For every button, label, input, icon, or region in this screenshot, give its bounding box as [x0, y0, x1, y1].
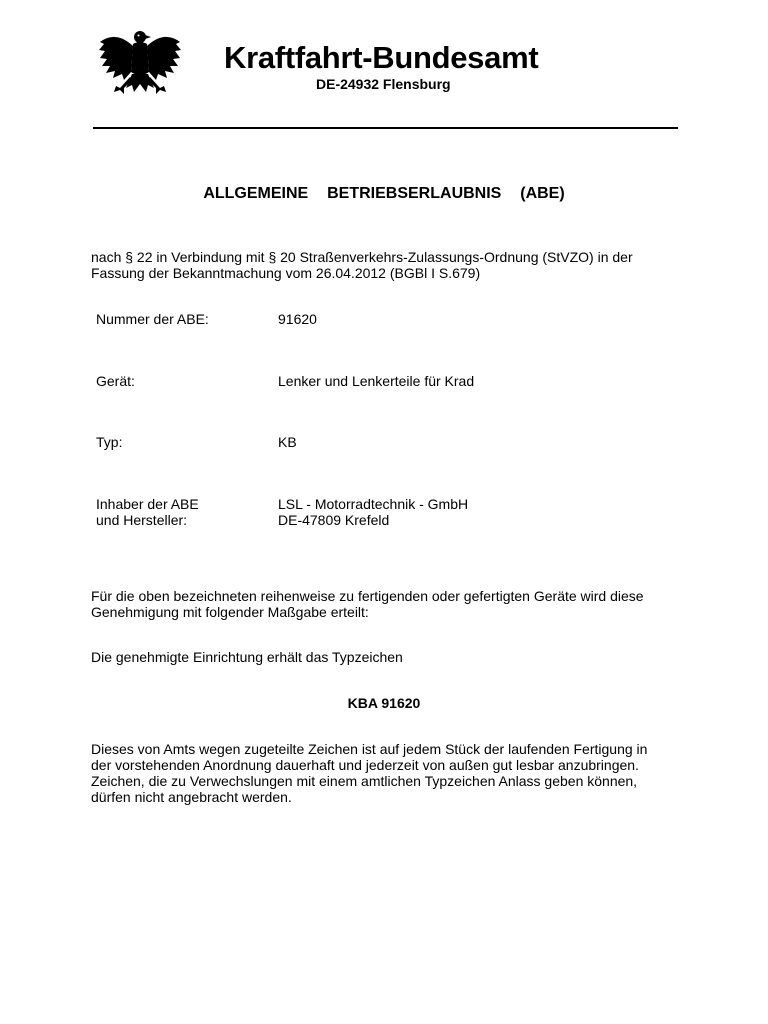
closing-line: der vorstehenden Anordnung dauerhaft und jederzeit von außen gut lesbar anzubringen.: [91, 757, 639, 773]
approval-line: Genehmigung mit folgender Maßgabe erteilt:: [91, 604, 369, 620]
closing-line: dürfen nicht angebracht werden.: [91, 789, 292, 805]
type-mark: KBA 91620: [347, 695, 421, 711]
field-label-abe-number: Nummer der ABE:: [96, 311, 209, 327]
approval-line: Für die oben bezeichneten reihenweise zu fertigenden oder gefertigten Geräte wird diese: [91, 588, 644, 604]
document-title: ALLGEMEINE BETRIEBSERLAUBNIS (ABE): [203, 185, 565, 202]
organization-address: DE-24932 Flensburg: [316, 76, 451, 92]
closing-line: Zeichen, die zu Verwechslungen mit einem amtlichen Typzeichen Anlass geben können,: [91, 773, 638, 789]
field-label-holder: [96, 496, 199, 528]
closing-paragraph: [91, 741, 647, 805]
intro-line: Fassung der Bekanntmachung vom 26.04.2012 (BGBl I S.679): [91, 265, 481, 281]
field-label-line: Inhaber der ABE: [96, 496, 199, 512]
field-value-line: LSL - Motorradtechnik - GmbH: [278, 496, 469, 512]
header-divider: [93, 127, 678, 129]
organization-name: Kraftfahrt-Bundesamt: [224, 40, 539, 75]
field-label-device: Gerät:: [96, 373, 135, 389]
federal-eagle-icon: [96, 22, 184, 102]
type-mark-intro: Die genehmigte Einrichtung erhält das Typzeichen: [91, 649, 403, 665]
closing-line: Dieses von Amts wegen zugeteilte Zeichen ist auf jedem Stück der laufenden Fertigung in: [91, 741, 648, 757]
field-value-type: KB: [278, 434, 297, 450]
field-value-line: DE-47809 Krefeld: [278, 512, 390, 528]
field-value-device: Lenker und Lenkerteile für Krad: [278, 373, 475, 389]
intro-line: nach § 22 in Verbindung mit § 20 Straßenverkehrs-Zulassungs-Ordnung (StVZO) in der: [91, 249, 633, 265]
field-value-holder: [278, 496, 468, 528]
approval-paragraph: [91, 588, 644, 620]
intro-paragraph: [91, 249, 633, 281]
field-label-type: Typ:: [96, 434, 123, 450]
field-value-abe-number: 91620: [278, 311, 317, 327]
field-label-line: und Hersteller:: [96, 512, 188, 528]
